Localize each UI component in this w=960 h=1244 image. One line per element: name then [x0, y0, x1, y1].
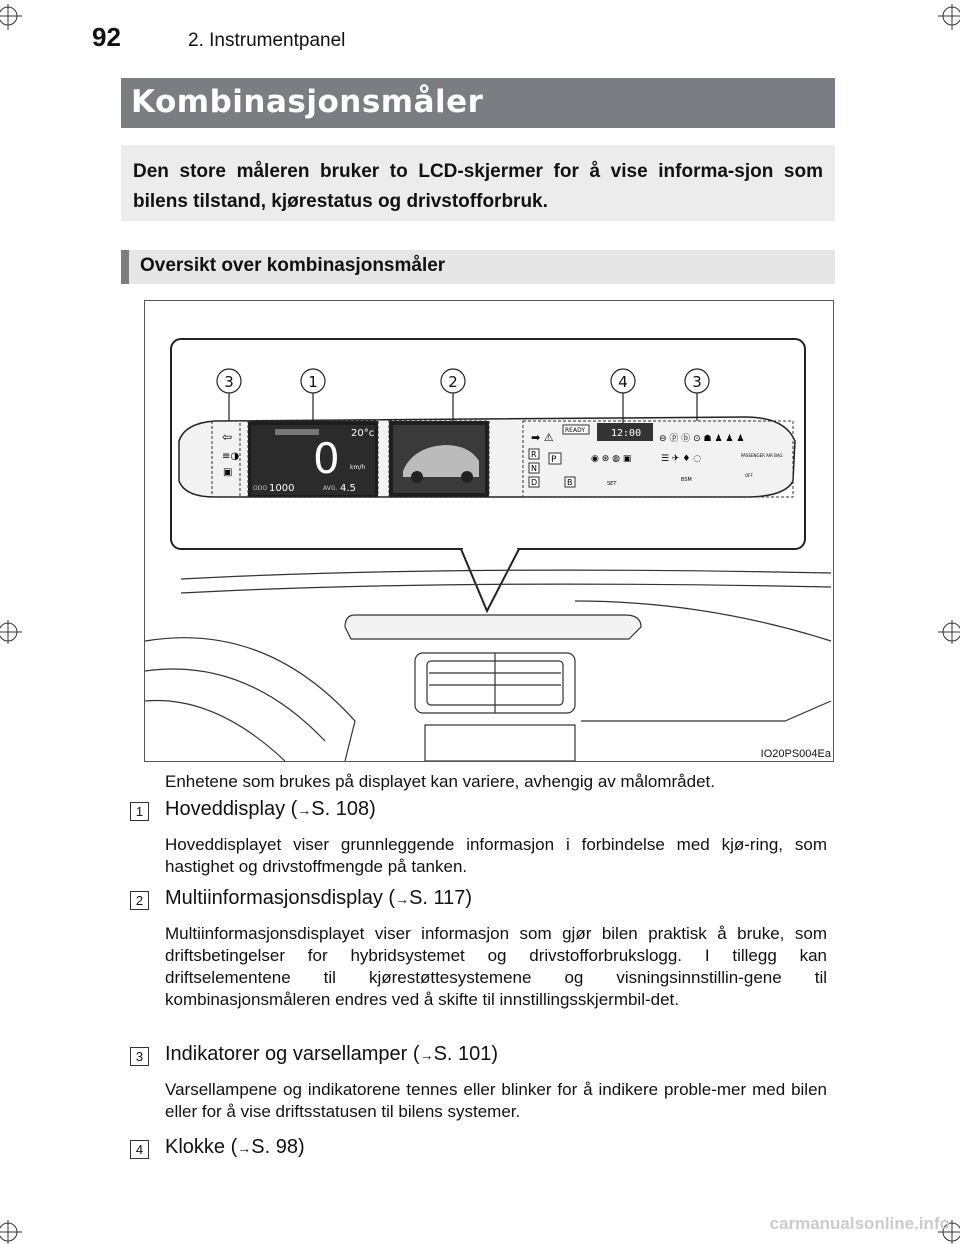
park-indicator: P	[551, 455, 557, 465]
callout-4: 4	[618, 373, 628, 391]
figure-note: Enhetene som brukes på displayet kan variere, avhengig av målområdet.	[165, 772, 715, 791]
clock-value: 12:00	[611, 428, 642, 439]
item-title-4: Klokke (→S. 98)	[165, 1136, 305, 1158]
svg-text:⊖ ⓟ ⓑ ⊙ ☗ ♟ ♟ ♟: ⊖ ⓟ ⓑ ⊙ ☗ ♟ ♟ ♟	[659, 434, 745, 444]
item-title-3: Indikatorer og varsellamper (→S. 101)	[165, 1043, 499, 1065]
passenger-airbag: PASSENGER AIR BAG	[741, 453, 783, 458]
watermark: carmanualsonline.info	[769, 1214, 950, 1233]
b-mode-indicator: B	[567, 478, 573, 487]
item-number-2: 2	[130, 891, 149, 910]
callout-3-left: 3	[224, 373, 234, 391]
item-title-2: Multiinformasjonsdisplay (→S. 117)	[165, 887, 473, 909]
avg-label: AVG.	[323, 485, 338, 492]
odo-label: ODO	[253, 485, 268, 492]
section-heading: Oversikt over kombinasjonsmåler	[140, 255, 446, 276]
item-number-4: 4	[130, 1140, 149, 1159]
speed-unit: km/h	[350, 464, 366, 471]
set-indicator: SET	[607, 481, 617, 487]
temperature: 20°c	[351, 428, 375, 439]
svg-text:▣: ▣	[223, 467, 233, 478]
item-title-1: Hoveddisplay (→S. 108)	[165, 798, 376, 820]
svg-text:◉ ⊛ ◍ ▣: ◉ ⊛ ◍ ▣	[591, 454, 632, 464]
dashboard-illustration	[145, 301, 833, 761]
item-number-1: 1	[130, 802, 149, 821]
page-title: Kombinasjonsmåler	[131, 84, 484, 120]
callout-3-right: 3	[692, 373, 702, 391]
odometer-value: 1000	[269, 483, 295, 494]
item-desc-2: Multiinformasjonsdisplayet viser informasjon som gjør bilen praktisk å bruke, som driftsbetingelser for hybridsystemet og drivstofforbrukslogg. I tillegg kan driftselementene til kjørestøttesystemene og visningsinnstillin-gene til kombinasjonsmåleren endres ved å skifte til innstillingsskjermbil-det.	[165, 924, 827, 1009]
page-title-bar	[121, 78, 835, 128]
avg-value: 4.5	[340, 483, 356, 494]
section-heading-bar	[121, 250, 835, 284]
gear-d: D	[531, 478, 538, 487]
intro-text: Den store måleren bruker to LCD-skjermer for å vise informa-sjon som bilens tilstand, kjørestatus og drivstofforbruk.	[133, 161, 823, 212]
speed-value: 0	[313, 434, 340, 483]
svg-text:⇦: ⇦	[222, 430, 233, 444]
svg-text:≡◑: ≡◑	[222, 451, 240, 462]
bsm-indicator: BSM	[681, 477, 692, 483]
callout-1: 1	[308, 373, 318, 391]
figure-code: IO20PS004Ea	[760, 748, 831, 760]
intro-box	[121, 145, 835, 221]
item-desc-1: Hoveddisplayet viser grunnleggende informasjon i forbindelse med kjø-ring, som hastighet og drivstoffmengde på tanken.	[165, 835, 827, 876]
ready-indicator: READY	[565, 427, 586, 434]
callout-2: 2	[448, 373, 458, 391]
svg-text:☰ ✈ ♦ ◌: ☰ ✈ ♦ ◌	[661, 454, 702, 464]
chapter-title: 2. Instrumentpanel	[188, 30, 346, 51]
page-number: 92	[92, 22, 121, 52]
off-indicator: OFF	[745, 473, 753, 478]
item-number-3: 3	[130, 1047, 149, 1066]
item-desc-3: Varsellampene og indikatorene tennes eller blinker for å indikere proble-mer med bilen eller for å vise driftsstatusen til bilens systemer.	[165, 1080, 827, 1121]
instrument-panel-figure	[144, 300, 834, 762]
gear-n: N	[531, 464, 537, 473]
gear-r: R	[531, 450, 537, 459]
svg-text:➡ ⚠: ➡ ⚠	[531, 431, 554, 444]
